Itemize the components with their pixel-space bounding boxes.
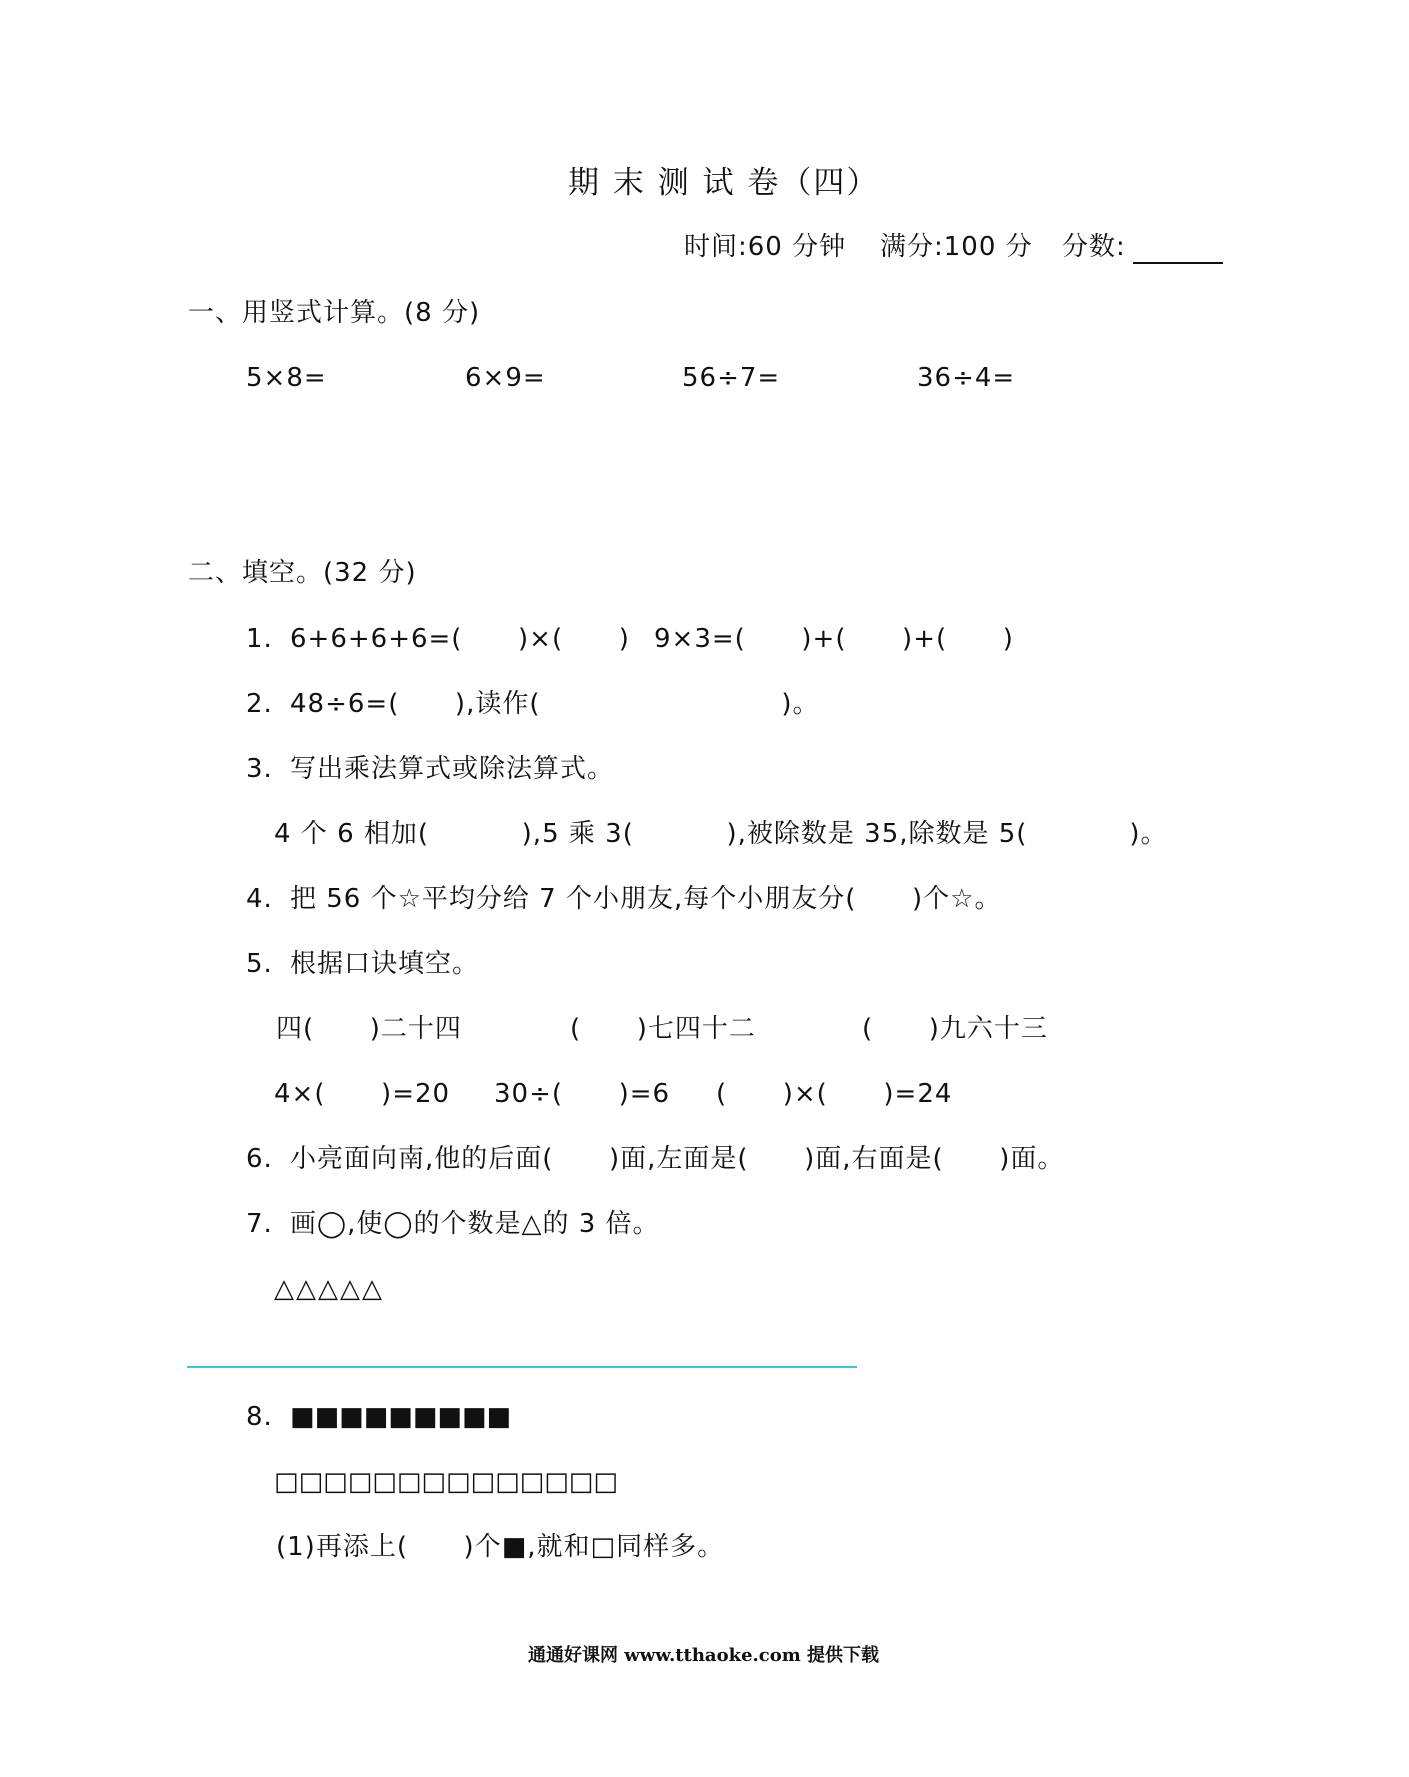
q3-number: 3.: [246, 754, 273, 784]
q5-row1-item1: 四( )二十四: [276, 1014, 462, 1044]
q8-sub1: (1)再添上( )个■,就和□同样多。: [276, 1532, 725, 1562]
section2-heading: 二、填空。(32 分): [188, 558, 417, 588]
problem-3: 56÷7=: [682, 363, 781, 393]
q1-part-b: 9×3=( )+( )+( ): [654, 624, 1014, 654]
q5-text: 根据口诀填空。: [290, 949, 480, 979]
problem-1: 5×8=: [246, 363, 327, 393]
page-title: 期 末 测 试 卷（四）: [568, 165, 880, 201]
problem-4: 36÷4=: [917, 363, 1016, 393]
q5-row2-item3: ( )×( )=24: [716, 1079, 953, 1109]
q8-empty-squares: □□□□□□□□□□□□□□: [274, 1467, 618, 1497]
score-blank[interactable]: [1133, 262, 1223, 264]
q3-line: 4 个 6 相加( ),5 乘 3( ),被除数是 35,除数是 5( )。: [274, 819, 1168, 849]
q2-text: 48÷6=( ),读作( )。: [290, 689, 820, 719]
q6-number: 6.: [246, 1144, 273, 1174]
time-label: 时间:60 分钟: [684, 232, 847, 262]
q8-filled-squares: ■■■■■■■■■: [290, 1402, 512, 1432]
q5-row1-item3: ( )九六十三: [862, 1014, 1048, 1044]
q3-text: 写出乘法算式或除法算式。: [290, 754, 615, 784]
q4-text: 把 56 个☆平均分给 7 个小朋友,每个小朋友分( )个☆。: [290, 884, 1002, 914]
q8-number: 8.: [246, 1402, 273, 1432]
q2-number: 2.: [246, 689, 273, 719]
q7-text: 画◯,使◯的个数是△的 3 倍。: [290, 1209, 660, 1239]
footer-text: 通通好课网 www.tthaoke.com 提供下载: [528, 1645, 880, 1666]
q5-row2-item2: 30÷( )=6: [494, 1079, 671, 1109]
q4-number: 4.: [246, 884, 273, 914]
q1-part-a: 6+6+6+6=( )×( ): [290, 624, 630, 654]
q1-number: 1.: [246, 624, 273, 654]
separator-line: [187, 1366, 857, 1368]
section1-heading: 一、用竖式计算。(8 分): [188, 298, 481, 328]
problem-2: 6×9=: [465, 363, 546, 393]
q6-text: 小亮面向南,他的后面( )面,左面是( )面,右面是( )面。: [290, 1144, 1065, 1174]
score-label: 分数:: [1062, 232, 1126, 262]
q7-number: 7.: [246, 1209, 273, 1239]
q5-number: 5.: [246, 949, 273, 979]
q5-row2-item1: 4×( )=20: [274, 1079, 451, 1109]
q7-triangles: △△△△△: [274, 1274, 384, 1304]
full-score-label: 满分:100 分: [880, 232, 1033, 262]
q5-row1-item2: ( )七四十二: [570, 1014, 756, 1044]
